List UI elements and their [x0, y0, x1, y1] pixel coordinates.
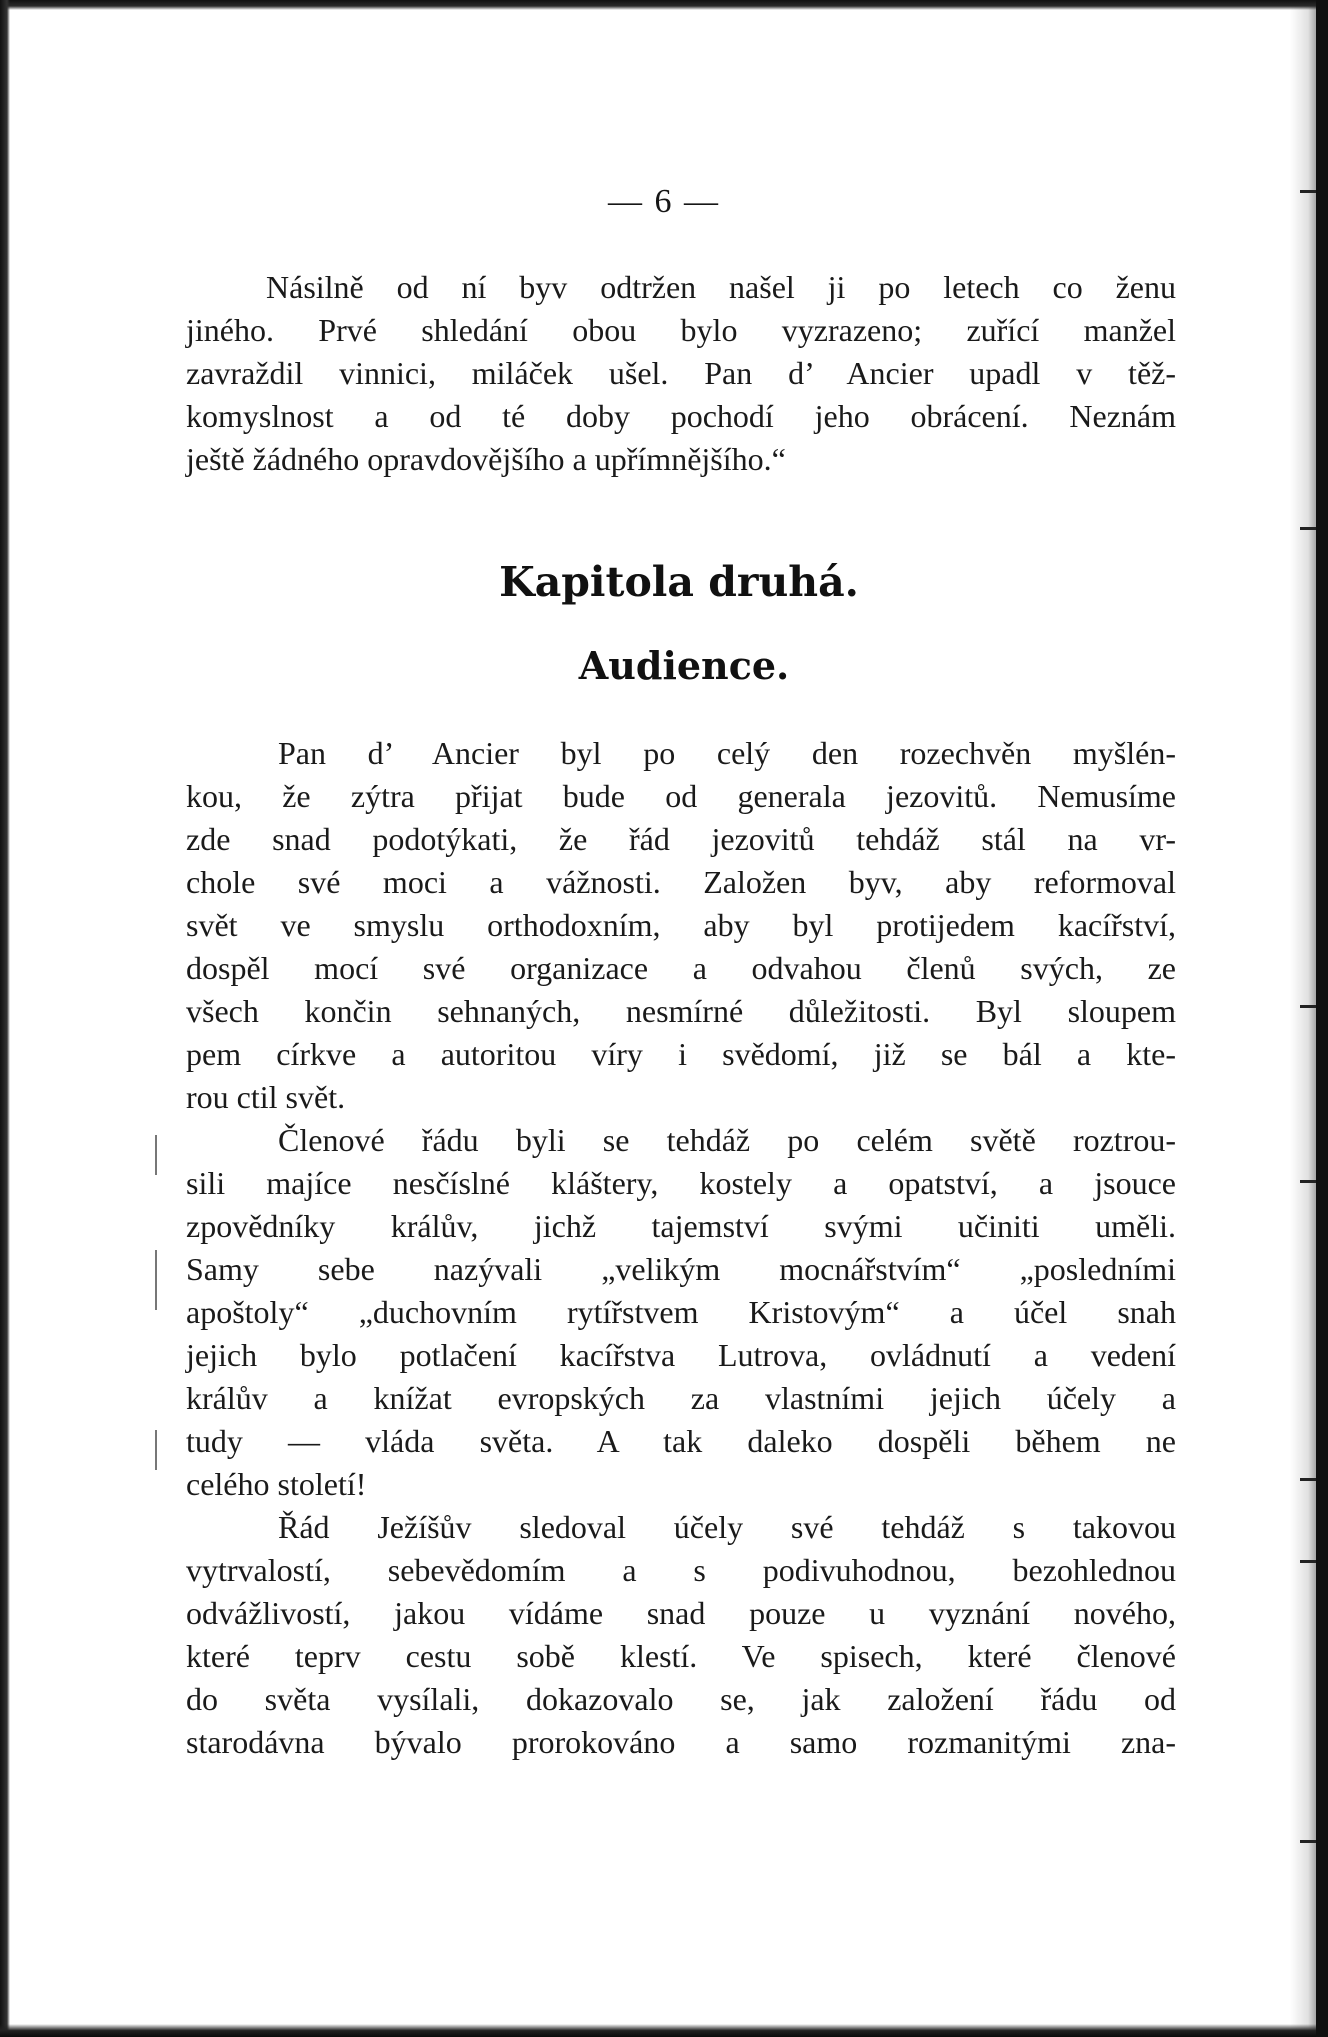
text-line: tudy — vláda světa. A tak daleko dospěli během ne — [186, 1423, 1176, 1459]
margin-mark — [155, 1430, 157, 1470]
text-line: zde snad podotýkati, že řád jezovitů tehdáž stál na vr- — [186, 821, 1176, 857]
text-line: Řád Ježíšův sledoval účely své tehdáž s takovou — [278, 1509, 1176, 1545]
intro-paragraph — [186, 266, 1176, 481]
edge-tick-mark — [1300, 1005, 1316, 1008]
text-line: apoštoly“ „duchovním rytířstvem Kristovým“ a účel snah — [186, 1294, 1176, 1330]
edge-tick-mark — [1300, 527, 1316, 530]
text-line: do světa vysílali, dokazovalo se, jak založení řádu od — [186, 1681, 1176, 1717]
text-line: komyslnost a od té doby pochodí jeho obrácení. Neznám — [186, 398, 1176, 434]
text-line: zpovědníky králův, jichž tajemství svými učiniti uměli. — [186, 1208, 1176, 1244]
text-line: jiného. Prvé shledání obou bylo vyzrazeno; zuřící manžel — [186, 312, 1176, 348]
page-edge-shadow — [1290, 0, 1316, 2037]
scan-border-bottom — [0, 2024, 1328, 2037]
scan-border-right — [1316, 0, 1328, 2037]
scan-border-top — [0, 0, 1328, 10]
chapter-title: Kapitola druhá. — [499, 558, 859, 606]
text-line: které teprv cestu sobě klestí. Ve spisech, které členové — [186, 1638, 1176, 1674]
text-line: králův a knížat evropských za vlastními jejich účely a — [186, 1380, 1176, 1416]
edge-tick-mark — [1300, 1478, 1316, 1481]
section-title: Audience. — [578, 643, 790, 688]
text-line: celého století! — [186, 1466, 367, 1502]
text-line: Členové řádu byli se tehdáž po celém světě roztrou- — [278, 1122, 1176, 1158]
margin-mark — [155, 1135, 157, 1175]
text-line: svět ve smyslu orthodoxním, aby byl protijedem kacířství, — [186, 907, 1176, 943]
text-line: kou, že zýtra přijat bude od generala jezovitů. Nemusíme — [186, 778, 1176, 814]
text-line: rou ctil svět. — [186, 1079, 346, 1115]
page-number: — 6 — — [608, 183, 720, 220]
text-line: Samy sebe nazývali „velikým mocnářstvím“ „posledními — [186, 1251, 1176, 1287]
text-line: chole své moci a vážnosti. Založen byv, aby reformoval — [186, 864, 1176, 900]
text-line: vytrvalostí, sebevědomím a s podivuhodnou, bezohlednou — [186, 1552, 1176, 1588]
text-line: dospěl mocí své organizace a odvahou členů svých, ze — [186, 950, 1176, 986]
edge-tick-mark — [1300, 1560, 1316, 1563]
scan-border-left — [0, 0, 10, 2037]
text-line: odvážlivostí, jakou vídáme snad pouze u vyznání nového, — [186, 1595, 1176, 1631]
text-line: Násilně od ní byv odtržen našel ji po letech co ženu — [266, 269, 1176, 305]
paragraph-3 — [186, 1506, 1176, 1764]
margin-mark — [155, 1250, 157, 1310]
edge-tick-mark — [1300, 1180, 1316, 1183]
edge-tick-mark — [1300, 1840, 1316, 1843]
text-line: sili majíce nesčíslné kláštery, kostely a opatství, a jsouce — [186, 1165, 1176, 1201]
text-line: jejich bylo potlačení kacířstva Lutrova, ovládnutí a vedení — [186, 1337, 1176, 1373]
paragraph-2 — [186, 1119, 1176, 1506]
text-line: Pan d’ Ancier byl po celý den rozechvěn myšlén- — [278, 735, 1176, 771]
text-line: všech končin sehnaných, nesmírné důležitosti. Byl sloupem — [186, 993, 1176, 1029]
text-line: ještě žádného opravdovějšího a upřímnějšího.“ — [186, 441, 786, 477]
text-line: zavraždil vinnici, miláček ušel. Pan d’ Ancier upadl v těž- — [186, 355, 1176, 391]
text-line: pem církve a autoritou víry i svědomí, již se bál a kte- — [186, 1036, 1176, 1072]
paragraph-1 — [186, 732, 1176, 1119]
text-line: starodávna bývalo prorokováno a samo rozmanitými zna- — [186, 1724, 1176, 1760]
